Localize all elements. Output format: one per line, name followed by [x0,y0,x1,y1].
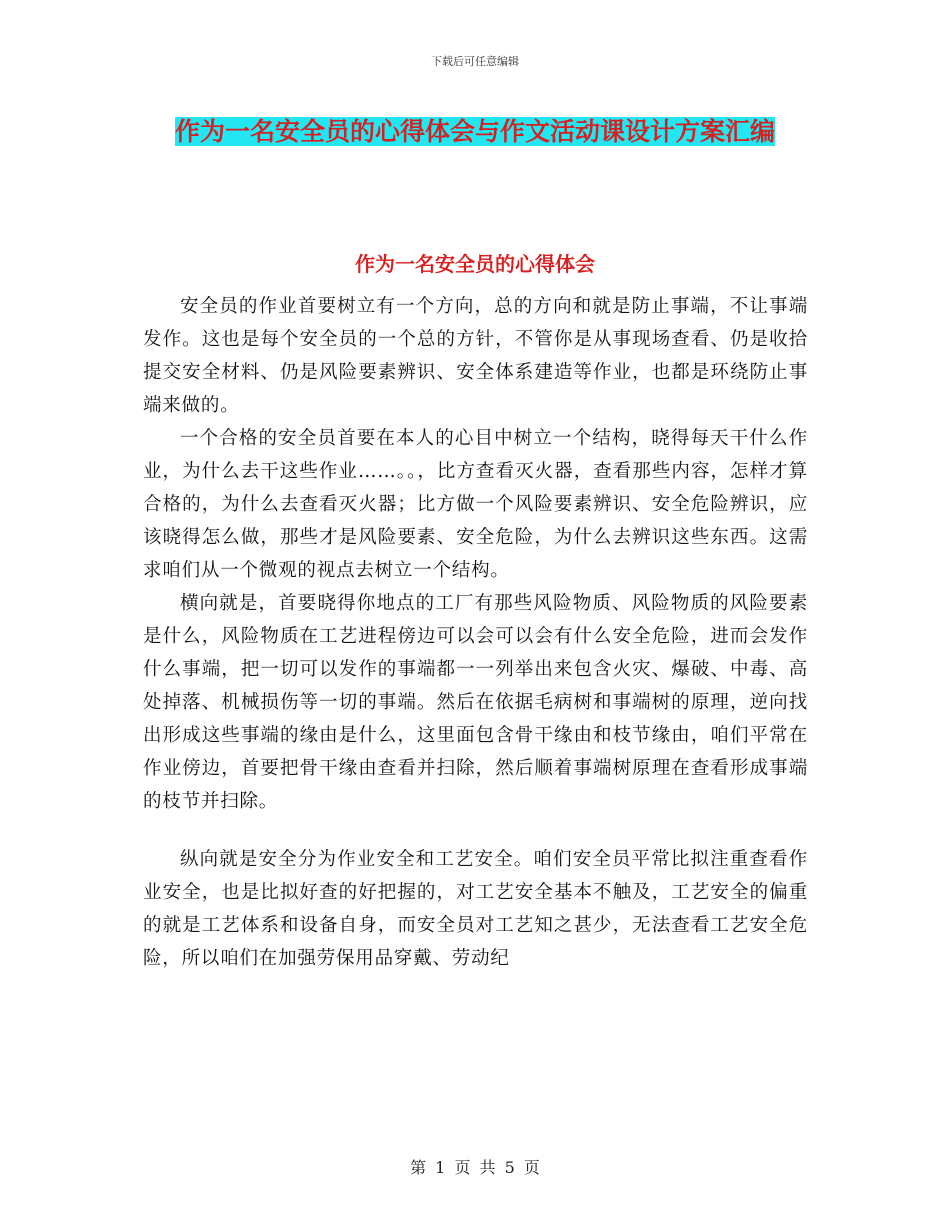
paragraph: 一个合格的安全员首要在本人的心目中树立一个结构，晓得每天干什么作业，为什么去干这些作业……。。，比方查看灭火器，查看那些内容，怎样才算合格的，为什么去查看灭火器；比方做一个风险要素辨识、安全危险辨识，应该晓得怎么做，那些才是风险要素、安全危险，为什么去辨识这些东西。这需求咱们从一个微观的视点去树立一个结构。 [143,428,808,581]
page-footer: 第 1 页 共 5 页 [410,1158,540,1177]
paragraph: 安全员的作业首要树立有一个方向，总的方向和就是防止事端，不让事端发作。这也是每个安全员的一个总的方针，不管你是从事现场查看、仍是收拾提交安全材料、仍是风险要素辨识、安全体系建造等作业，也都是环绕防止事端来做的。 [143,296,808,416]
document-body [143,290,808,975]
document-title [150,110,800,154]
paragraph: 纵向就是安全分为作业安全和工艺安全。咱们安全员平常比拟注重查看作业安全，也是比拟好查的好把握的，对工艺安全基本不触及，工艺安全的偏重的就是工艺体系和设备自身，而安全员对工艺知之甚少，无法查看工艺安全危险，所以咱们在加强劳保用品穿戴、劳动纪 [143,849,808,969]
header-note: 下载后可任意编辑 [431,55,519,68]
section-title: 作为一名安全员的心得体会 [355,252,595,276]
paragraph: 横向就是，首要晓得你地点的工厂有那些风险物质、风险物质的风险要素是什么，风险物质在工艺进程傍边可以会可以会有什么安全危险，进而会发作什么事端，把一切可以发作的事端都一一列举出来包含火灾、爆破、中毒、高处掉落、机械损伤等一切的事端。然后在依据毛病树和事端树的原理，逆向找出形成这些事端的缘由是什么，这里面包含骨干缘由和枝节缘由，咱们平常在作业傍边，首要把骨干缘由查看并扫除，然后顺着事端树原理在查看形成事端的枝节并扫除。 [143,593,808,812]
document-title-text: 作为一名安全员的心得体会与作文活动课设计方案汇编 [174,117,775,146]
